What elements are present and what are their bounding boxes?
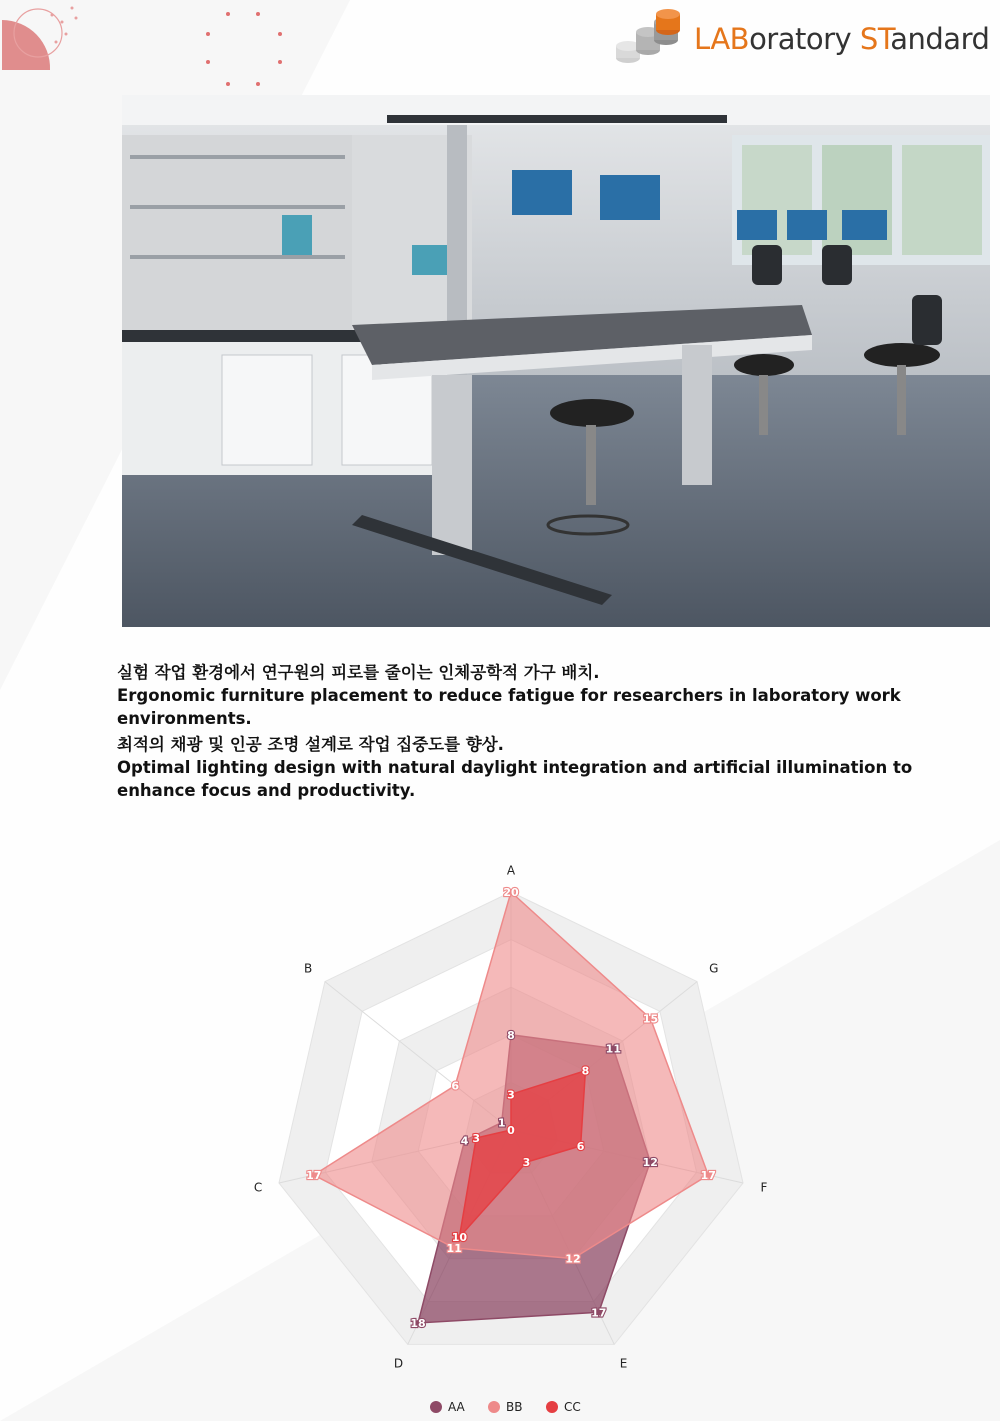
axis-label-F: F bbox=[760, 1180, 768, 1195]
legend-marker-AA[interactable] bbox=[430, 1401, 442, 1413]
value-label-BB-C: 17 bbox=[306, 1169, 322, 1183]
axis-label-A: A bbox=[506, 863, 516, 878]
brand-logo bbox=[612, 8, 992, 70]
value-label-CC-B: 0 bbox=[507, 1124, 515, 1137]
caption-english-2: Optimal lighting design with natural daylight integration and artificial illumination to enhance focus and productivity. bbox=[117, 758, 913, 800]
value-label-CC-E: 3 bbox=[522, 1156, 531, 1170]
caption-korean-1: 실험 작업 환경에서 연구원의 피로를 줄이는 인체공학적 가구 배치. bbox=[117, 663, 600, 682]
value-label-BB-F: 17 bbox=[700, 1169, 716, 1183]
caption-lighting bbox=[117, 733, 987, 802]
legend-label-BB[interactable]: BB bbox=[506, 1400, 523, 1414]
caption-english-1: Ergonomic furniture placement to reduce fatigue for researchers in laboratory work environments. bbox=[117, 686, 901, 728]
value-label-CC-F: 6 bbox=[576, 1139, 585, 1153]
value-label-BB-B: 6 bbox=[451, 1079, 460, 1093]
legend-label-CC[interactable]: CC bbox=[564, 1400, 581, 1414]
laboratory-photo bbox=[122, 95, 990, 627]
value-label-BB-G: 15 bbox=[642, 1012, 659, 1026]
axis-label-G: G bbox=[709, 961, 719, 976]
decorative-dots bbox=[0, 0, 300, 100]
caption-ergonomics bbox=[117, 661, 987, 730]
value-label-CC-C: 3 bbox=[472, 1131, 481, 1145]
value-label-CC-A: 3 bbox=[507, 1088, 515, 1102]
logo-cylinders-icon bbox=[612, 8, 694, 70]
value-label-AA-D: 18 bbox=[410, 1316, 426, 1330]
value-label-BB-E: 12 bbox=[565, 1252, 581, 1266]
value-label-AA-G: 11 bbox=[605, 1042, 621, 1056]
caption-korean-2: 최적의 채광 및 인공 조명 설계로 작업 집중도를 향상. bbox=[117, 735, 504, 754]
value-label-AA-E: 17 bbox=[591, 1306, 607, 1320]
value-label-AA-B: 1 bbox=[497, 1116, 506, 1130]
legend-label-AA[interactable]: AA bbox=[448, 1400, 465, 1414]
value-label-BB-A: 20 bbox=[503, 886, 519, 899]
value-label-AA-F: 12 bbox=[642, 1155, 658, 1169]
axis-label-E: E bbox=[619, 1356, 628, 1371]
value-label-AA-C: 4 bbox=[460, 1134, 469, 1148]
value-label-AA-A: 8 bbox=[507, 1028, 515, 1042]
legend-marker-CC[interactable] bbox=[546, 1401, 558, 1413]
axis-label-B: B bbox=[304, 961, 313, 976]
axis-label-C: C bbox=[253, 1180, 263, 1195]
logo-text: LABoratory STandard bbox=[694, 22, 990, 56]
value-label-CC-G: 8 bbox=[581, 1064, 590, 1078]
value-label-BB-D: 11 bbox=[446, 1241, 462, 1255]
value-label-CC-D: 10 bbox=[451, 1231, 468, 1245]
radar-chart bbox=[0, 840, 1000, 1421]
axis-label-D: D bbox=[393, 1356, 404, 1371]
legend-marker-BB[interactable] bbox=[488, 1401, 500, 1413]
